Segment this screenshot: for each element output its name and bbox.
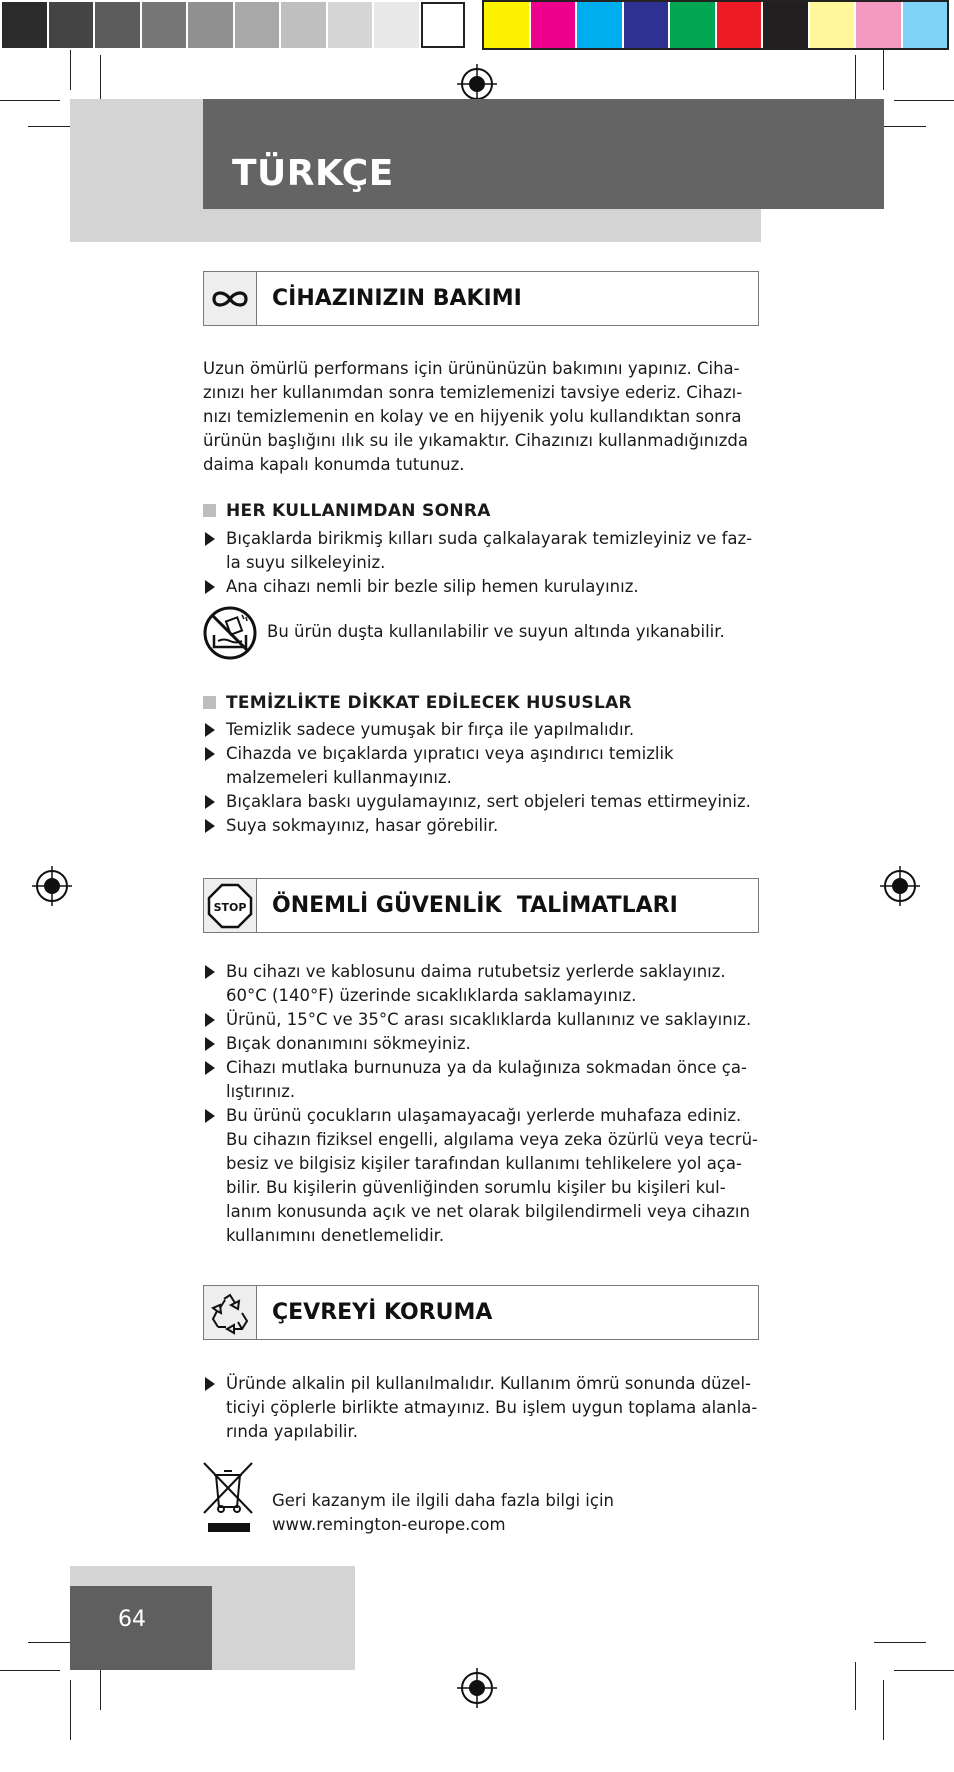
text-line: bilir. Bu kişilerin güvenliğinden sorumlu kişiler bu kişileri kul- [226, 1178, 726, 1197]
list-item [203, 1032, 763, 1056]
section-header-care [203, 271, 759, 326]
text-line: zınızı her kullanımdan sonra temizlemenizi tavsiye ederiz. Cihazı- [203, 383, 743, 402]
text-line: Geri kazanym ile ilgili daha fazla bilgi için [272, 1491, 615, 1510]
subheading-cleaning-cautions [203, 693, 632, 713]
text-line: Temizlik sadece yumuşak bir fırça ile yapılmalıdır. [226, 720, 635, 739]
triangle-bullet-icon [205, 1013, 215, 1027]
text-line: Cihazda ve bıçaklarda yıpratıcı veya aşındırıcı temizlik [226, 744, 674, 763]
list-item [203, 814, 763, 838]
color-calibration-bar [0, 0, 954, 50]
section-header-environment [203, 1285, 759, 1340]
square-bullet-icon [203, 696, 216, 709]
triangle-bullet-icon [205, 747, 215, 761]
recycle-note [272, 1489, 614, 1537]
triangle-bullet-icon [205, 819, 215, 833]
text-line: ürünün başlığını ılık su ile yıkamaktır. Cihazınızı kullanmadığınızda [203, 431, 748, 450]
safety-list [203, 960, 763, 1248]
shower-note: Bu ürün duşta kullanılabilir ve suyun altında yıkanabilir. [267, 622, 725, 641]
list-item [203, 575, 763, 599]
care-intro [203, 357, 763, 477]
registration-mark-icon [32, 866, 72, 906]
registration-mark-icon [457, 1668, 497, 1708]
registration-mark-icon [880, 866, 920, 906]
shower-washable-icon [202, 605, 258, 661]
registration-mark-icon [457, 64, 497, 104]
text-line: nızı temizlemenin en kolay ve en hijyenik yolu kullandıktan sonra [203, 407, 742, 426]
text-line: Bıçaklarda birikmiş kılları suda çalkalayarak temizleyiniz ve faz- [226, 529, 753, 548]
gray-swatch [235, 2, 280, 48]
text-line: Bu cihazın fiziksel engelli, algılama veya zeka özürlü veya tecrü- [226, 1130, 758, 1149]
section-title: ÇEVREYİ KORUMA [272, 1300, 493, 1325]
square-bullet-icon [203, 504, 216, 517]
text-line: Suya sokmayınız, hasar görebilir. [226, 816, 499, 835]
gray-swatch [95, 2, 140, 48]
gray-swatch [2, 2, 47, 48]
text-line: lıştırınız. [226, 1082, 296, 1101]
text-line: kullanımını denetlemelidir. [226, 1226, 445, 1245]
triangle-bullet-icon [205, 723, 215, 737]
text-line: la suyu silkeleyiniz. [226, 553, 386, 572]
list-item [203, 527, 763, 575]
page-number: 64 [118, 1606, 146, 1632]
text-line: Üründe alkalin pil kullanılmalıdır. Kullanım ömrü sonunda düzel- [226, 1374, 751, 1393]
gray-swatch [188, 2, 233, 48]
text-line: Bu ürünü çocukların ulaşamayacağı yerlerde muhafaza ediniz. [226, 1106, 742, 1125]
text-line: daima kapalı konumda tutunuz. [203, 455, 465, 474]
list-item [203, 742, 763, 790]
subheading-text: TEMİZLİKTE DİKKAT EDİLECEK HUSUSLAR [226, 693, 632, 713]
list-item [203, 1008, 763, 1032]
text-line: Bu cihazı ve kablosunu daima rutubetsiz yerlerde saklayınız. [226, 962, 726, 981]
triangle-bullet-icon [205, 1109, 215, 1123]
text-line: lanım konusunda açık ve net olarak bilgilendirmeli veya cihazın [226, 1202, 750, 1221]
gray-swatch [142, 2, 187, 48]
cleaning-cautions-list [203, 718, 763, 838]
text-line: Cihazı mutlaka burnunuza ya da kulağınıza sokmadan önce ça- [226, 1058, 747, 1077]
section-title: ÖNEMLİ GÜVENLİK TALİMATLARI [272, 893, 678, 918]
list-item [203, 718, 763, 742]
text-line: Ana cihazı nemli bir bezle silip hemen kurulayınız. [226, 577, 639, 596]
gray-swatch [328, 2, 373, 48]
gray-swatch [49, 2, 94, 48]
gray-swatch [281, 2, 326, 48]
triangle-bullet-icon [205, 1037, 215, 1051]
subheading-text: HER KULLANIMDAN SONRA [226, 501, 491, 521]
text-line: Ürünü, 15°C ve 35°C arası sıcaklıklarda kullanınız ve saklayınız. [226, 1010, 752, 1029]
text-line: ticiyi çöplerle birlikte atmayınız. Bu işlem uygun toplama alanla- [226, 1398, 758, 1417]
triangle-bullet-icon [205, 1377, 215, 1391]
list-item [203, 960, 763, 1008]
text-line: Bıçaklara baskı uygulamayınız, sert objeleri temas ettirmeyiniz. [226, 792, 751, 811]
triangle-bullet-icon [205, 795, 215, 809]
text-line: rında yapılabilir. [226, 1422, 359, 1441]
section-header-safety [203, 878, 759, 933]
crossed-bin-icon [202, 1461, 254, 1533]
list-item [203, 1056, 763, 1104]
stop-sign-label: STOP [213, 900, 247, 914]
triangle-bullet-icon [205, 532, 215, 546]
text-line: 60°C (140°F) üzerinde sıcaklıklarda saklamayınız. [226, 986, 637, 1005]
list-item [203, 790, 763, 814]
environment-list [203, 1372, 763, 1444]
subheading-after-use [203, 501, 491, 521]
triangle-bullet-icon [205, 580, 215, 594]
text-line: malzemeleri kullanmayınız. [226, 768, 452, 787]
website-link[interactable]: www.remington-europe.com [272, 1515, 506, 1534]
page-title: TÜRKÇE [232, 153, 394, 194]
gray-swatch [374, 2, 419, 48]
after-use-list [203, 527, 763, 599]
stop-sign-icon [204, 879, 257, 932]
section-title: CİHAZINIZIN BAKIMI [272, 286, 522, 311]
text-line: Bıçak donanımını sökmeyiniz. [226, 1034, 471, 1053]
infinity-icon [204, 272, 257, 325]
triangle-bullet-icon [205, 1061, 215, 1075]
recycle-icon [204, 1286, 257, 1339]
text-line: Uzun ömürlü performans için ürününüzün bakımını yapınız. Ciha- [203, 359, 740, 378]
list-item [203, 1372, 763, 1444]
text-line: besiz ve bilgisiz kişiler tarafından kullanımı tehlikelere yol aça- [226, 1154, 742, 1173]
triangle-bullet-icon [205, 965, 215, 979]
gray-swatch [421, 2, 466, 48]
list-item [203, 1104, 763, 1248]
swatch-frame [482, 0, 949, 50]
